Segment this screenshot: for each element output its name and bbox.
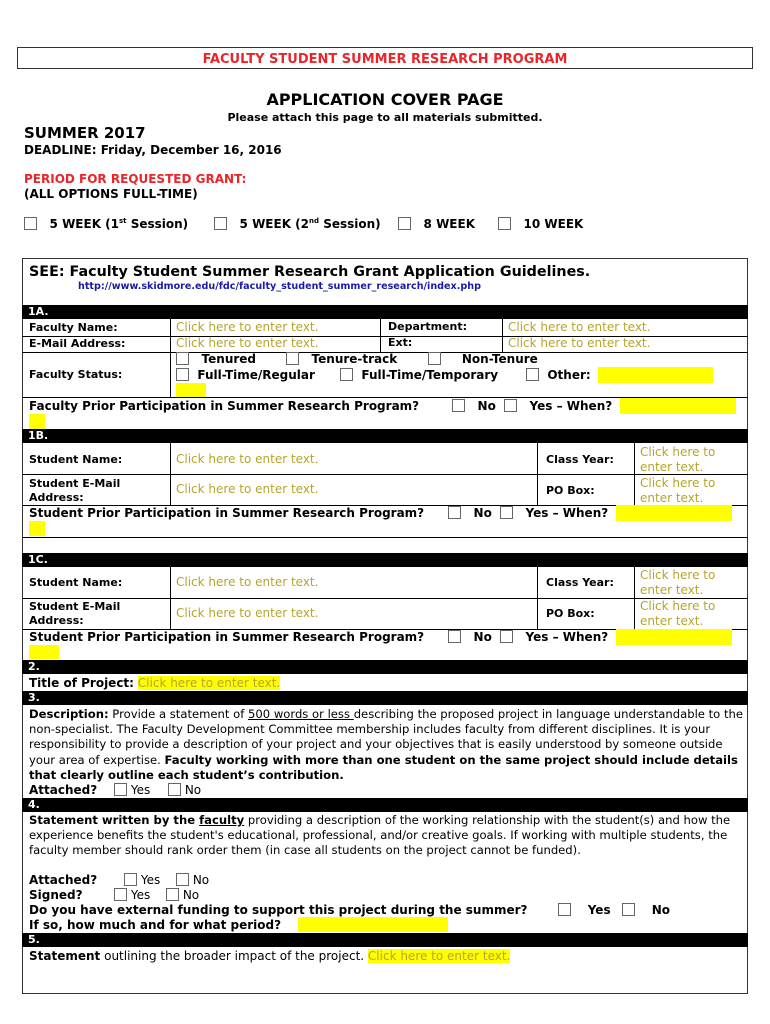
s1c-po-box-field[interactable]: [640, 599, 715, 629]
period-option-1-sup: st: [119, 217, 127, 225]
s1c-prior-yes-label: Yes – When?: [525, 630, 609, 644]
s1b-prior-label: Student Prior Participation in Summer Research Program?: [29, 506, 425, 520]
faculty-prior-no: [452, 399, 496, 413]
period-option-2-label: 5 WEEK (2: [239, 217, 310, 231]
section-5-bar: 5.: [22, 933, 748, 947]
funding-amount-field[interactable]: [298, 917, 448, 932]
period-option-1-label: 5 WEEK (1: [49, 217, 120, 231]
s1c-po-box-field-line1: Click here to: [640, 599, 716, 613]
s1c-prior-no-label: No: [473, 630, 492, 644]
s1c-student-email-label: [29, 600, 120, 628]
department-label: Department:: [388, 320, 467, 333]
faculty-statement-block: [29, 813, 744, 859]
period-option-2: [214, 217, 381, 231]
guidelines-title: SEE: Faculty Student Summer Research Grant Application Guidelines.: [29, 264, 591, 280]
faculty-statement-underlined: faculty: [199, 813, 245, 827]
impact-statement-field[interactable]: Click here to enter text.: [367, 949, 511, 963]
s1c-student-email-label-line1: Student E-Mail: [29, 600, 121, 613]
s1c-prior-yes: [500, 630, 608, 644]
period-option-4-label: 10 WEEK: [523, 217, 584, 231]
section-2-bar: 2.: [22, 660, 748, 674]
statement-signed-yes: [114, 888, 150, 902]
summer-label: SUMMER 2017: [24, 124, 146, 142]
statement-attached-yes-label: Yes: [140, 873, 161, 887]
description-attached-label: Attached?: [29, 783, 98, 797]
program-title-box: [17, 47, 753, 69]
description-block: [29, 707, 744, 783]
description-word-limit: 500 words or less: [248, 707, 354, 721]
s1b-student-email-label: [29, 477, 120, 505]
s1c-class-year-label: Class Year:: [546, 576, 614, 589]
period-option-1: [24, 217, 188, 231]
description-attached-yes-checkbox[interactable]: [114, 783, 127, 796]
faculty-prior-yes: [504, 399, 612, 413]
statement-signed-no: [166, 888, 199, 902]
s1b-prior-yes-label: Yes – When?: [525, 506, 609, 520]
faculty-statement-text: providing a description of the working relationship with the student(s) and how the experience benefits the student's educational, professional, and/or creative goals. If working with multiple students, the faculty member should rank order them (in case all students on the project cannot be funded).: [29, 813, 731, 858]
faculty-name-field[interactable]: Click here to enter text.: [176, 320, 319, 334]
section-1c-bar: 1C.: [22, 553, 748, 567]
period-option-2-sup: nd: [309, 217, 320, 225]
statement-attached-label: Attached?: [29, 873, 98, 887]
impact-statement-row: [29, 949, 510, 963]
impact-statement-label: Statement: [29, 949, 101, 963]
statement-attached-no-checkbox[interactable]: [176, 873, 189, 886]
funding-no-label: No: [651, 903, 671, 917]
s1b-student-name-label: Student Name:: [29, 453, 123, 466]
tenured-label: Tenured: [201, 352, 257, 366]
s1b-prior-no: [448, 506, 492, 520]
tenure-track-checkbox[interactable]: [286, 352, 299, 365]
full-regular-label: Full-Time/Regular: [197, 368, 315, 382]
full-temp-label: Full-Time/Temporary: [361, 368, 499, 382]
s1c-prior-no: [448, 630, 492, 644]
s1c-prior-when-overflow[interactable]: [29, 645, 59, 659]
status-tenured: [176, 352, 256, 366]
s1b-prior-yes: [500, 506, 608, 520]
tenured-checkbox[interactable]: [176, 352, 189, 365]
funding-no: [622, 903, 670, 917]
s1c-class-year-field[interactable]: [640, 568, 715, 598]
statement-attached-no: [176, 873, 209, 887]
statement-signed-no-checkbox[interactable]: [166, 888, 179, 901]
s1c-student-name-label: Student Name:: [29, 576, 123, 589]
ext-label: Ext:: [388, 336, 413, 349]
s1b-prior-when-field[interactable]: [616, 505, 732, 521]
funding-no-checkbox[interactable]: [622, 903, 635, 916]
impact-statement-text: outlining the broader impact of the project.: [100, 949, 368, 963]
period-option-1-suffix: Session): [126, 217, 189, 231]
section-1b-bar: 1B.: [22, 429, 748, 443]
period-option-2-suffix: Session): [319, 217, 381, 231]
funding-yes: [558, 903, 611, 917]
s1c-po-box-field-line2: enter text.: [640, 614, 704, 628]
statement-signed-no-label: No: [182, 888, 200, 902]
project-title-field[interactable]: Click here to enter text.: [137, 676, 281, 690]
period-option-3: [398, 217, 475, 231]
period-option-2-checkbox[interactable]: [214, 217, 227, 230]
s1b-prior-no-checkbox[interactable]: [448, 506, 461, 519]
faculty-prior-no-checkbox[interactable]: [452, 399, 465, 412]
faculty-statement-label: Statement written by the: [29, 813, 200, 827]
project-title-row: [29, 676, 280, 690]
other-label: Other:: [547, 368, 591, 382]
statement-attached-yes-checkbox[interactable]: [124, 873, 137, 886]
description-attached-yes: [114, 783, 150, 797]
s1b-class-year-field-line1: Click here to: [640, 445, 716, 459]
status-full-regular: [176, 368, 315, 382]
ext-field[interactable]: Click here to enter text.: [508, 336, 651, 350]
s1b-po-box-field[interactable]: [640, 476, 715, 506]
status-full-temp: [340, 368, 498, 382]
guidelines-link-wrap: [78, 281, 481, 292]
period-label: PERIOD FOR REQUESTED GRANT:: [24, 172, 247, 186]
s1b-po-box-field-line2: enter text.: [640, 491, 704, 505]
faculty-prior-yes-checkbox[interactable]: [504, 399, 517, 412]
funding-yes-label: Yes: [587, 903, 611, 917]
faculty-name-label: Faculty Name:: [29, 321, 118, 334]
s1c-student-email-field[interactable]: Click here to enter text.: [176, 606, 319, 620]
faculty-prior-label: Faculty Prior Participation in Summer Research Program?: [29, 399, 420, 413]
department-field[interactable]: Click here to enter text.: [508, 320, 651, 334]
description-attached-no: [168, 783, 201, 797]
s1b-po-box-field-line1: Click here to: [640, 476, 716, 490]
faculty-status-label: Faculty Status:: [29, 368, 123, 381]
s1c-prior-no-checkbox[interactable]: [448, 630, 461, 643]
description-bold-note: Faculty working with more than one student on the same project should include details that clearly outline each student’s contribution.: [29, 752, 738, 782]
period-option-3-label: 8 WEEK: [423, 217, 476, 231]
period-options: [24, 217, 744, 235]
s1b-student-email-field[interactable]: Click here to enter text.: [176, 482, 319, 496]
cover-title: APPLICATION COVER PAGE: [266, 90, 504, 109]
s1b-class-year-field-line2: enter text.: [640, 460, 704, 474]
other-checkbox[interactable]: [526, 368, 539, 381]
section-3-bar: 3.: [22, 691, 748, 705]
period-option-4-checkbox[interactable]: [498, 217, 511, 230]
statement-signed-label: Signed?: [29, 888, 83, 902]
guidelines-link[interactable]: http://www.skidmore.edu/fdc/faculty_student_summer_research/index.php: [78, 281, 481, 292]
s1b-class-year-field[interactable]: [640, 445, 715, 475]
status-non-tenure: [428, 352, 538, 366]
full-regular-checkbox[interactable]: [176, 368, 189, 381]
period-option-3-checkbox[interactable]: [398, 217, 411, 230]
s1c-prior-yes-checkbox[interactable]: [500, 630, 513, 643]
status-other: [526, 368, 591, 382]
status-tenure-track: [286, 352, 397, 366]
deadline: DEADLINE: Friday, December 16, 2016: [24, 143, 282, 157]
s1c-prior-label: Student Prior Participation in Summer Research Program?: [29, 630, 425, 644]
s1b-student-name-field[interactable]: Click here to enter text.: [176, 452, 319, 466]
s1c-student-name-field[interactable]: Click here to enter text.: [176, 575, 319, 589]
section-1a-bar: 1A.: [22, 305, 748, 319]
funding-yes-checkbox[interactable]: [558, 903, 571, 916]
description-attached-yes-label: Yes: [130, 783, 151, 797]
s1c-class-year-field-line1: Click here to: [640, 568, 716, 582]
project-title-label: Title of Project:: [29, 676, 134, 690]
s1b-prior-when-overflow[interactable]: [29, 521, 45, 536]
description-attached-no-label: No: [184, 783, 202, 797]
description-text-a: Provide a statement of: [108, 707, 248, 721]
period-sublabel: (ALL OPTIONS FULL-TIME): [24, 187, 198, 201]
s1b-student-email-label-line2: Address:: [29, 491, 84, 504]
full-temp-checkbox[interactable]: [340, 368, 353, 381]
s1b-student-email-label-line1: Student E-Mail: [29, 477, 121, 490]
s1b-prior-yes-checkbox[interactable]: [500, 506, 513, 519]
statement-attached-yes: [124, 873, 160, 887]
funding-amount-label: If so, how much and for what period?: [29, 918, 282, 932]
other-field[interactable]: [598, 367, 713, 383]
statement-signed-yes-label: Yes: [130, 888, 151, 902]
faculty-prior-when-overflow[interactable]: [29, 414, 45, 429]
description-label: Description:: [29, 707, 109, 721]
s1b-class-year-label: Class Year:: [546, 453, 614, 466]
period-option-4: [498, 217, 583, 231]
other-field-overflow[interactable]: [176, 383, 206, 397]
s1c-prior-when-field[interactable]: [616, 629, 732, 645]
description-text-b: describing the proposed project in language understandable to the non-specialist. The Faculty Development Committee membership includes faculty from different disciplines. It is your responsibility to provide a description of your project and your objectives that is easily understood by someone outside your area of expertise.: [29, 707, 743, 767]
email-label: E-Mail Address:: [29, 337, 126, 350]
statement-signed-yes-checkbox[interactable]: [114, 888, 127, 901]
period-option-1-checkbox[interactable]: [24, 217, 37, 230]
s1c-class-year-field-line2: enter text.: [640, 583, 704, 597]
email-field[interactable]: Click here to enter text.: [176, 336, 319, 350]
faculty-prior-no-label: No: [477, 399, 496, 413]
s1b-prior-no-label: No: [473, 506, 492, 520]
s1b-po-box-label: PO Box:: [546, 484, 595, 497]
section-4-bar: 4.: [22, 798, 748, 812]
faculty-prior-yes-label: Yes – When?: [529, 399, 613, 413]
program-title: FACULTY STUDENT SUMMER RESEARCH PROGRAM: [202, 52, 568, 67]
non-tenure-checkbox[interactable]: [428, 352, 441, 365]
faculty-prior-when-field[interactable]: [620, 398, 736, 414]
s1c-po-box-label: PO Box:: [546, 607, 595, 620]
tenure-track-label: Tenure-track: [311, 352, 398, 366]
s1c-student-email-label-line2: Address:: [29, 614, 84, 627]
non-tenure-label: Non-Tenure: [461, 352, 538, 366]
funding-question: Do you have external funding to support this project during the summer?: [29, 903, 528, 917]
attach-note: Please attach this page to all materials submitted.: [227, 111, 543, 124]
description-attached-no-checkbox[interactable]: [168, 783, 181, 796]
statement-attached-no-label: No: [192, 873, 210, 887]
